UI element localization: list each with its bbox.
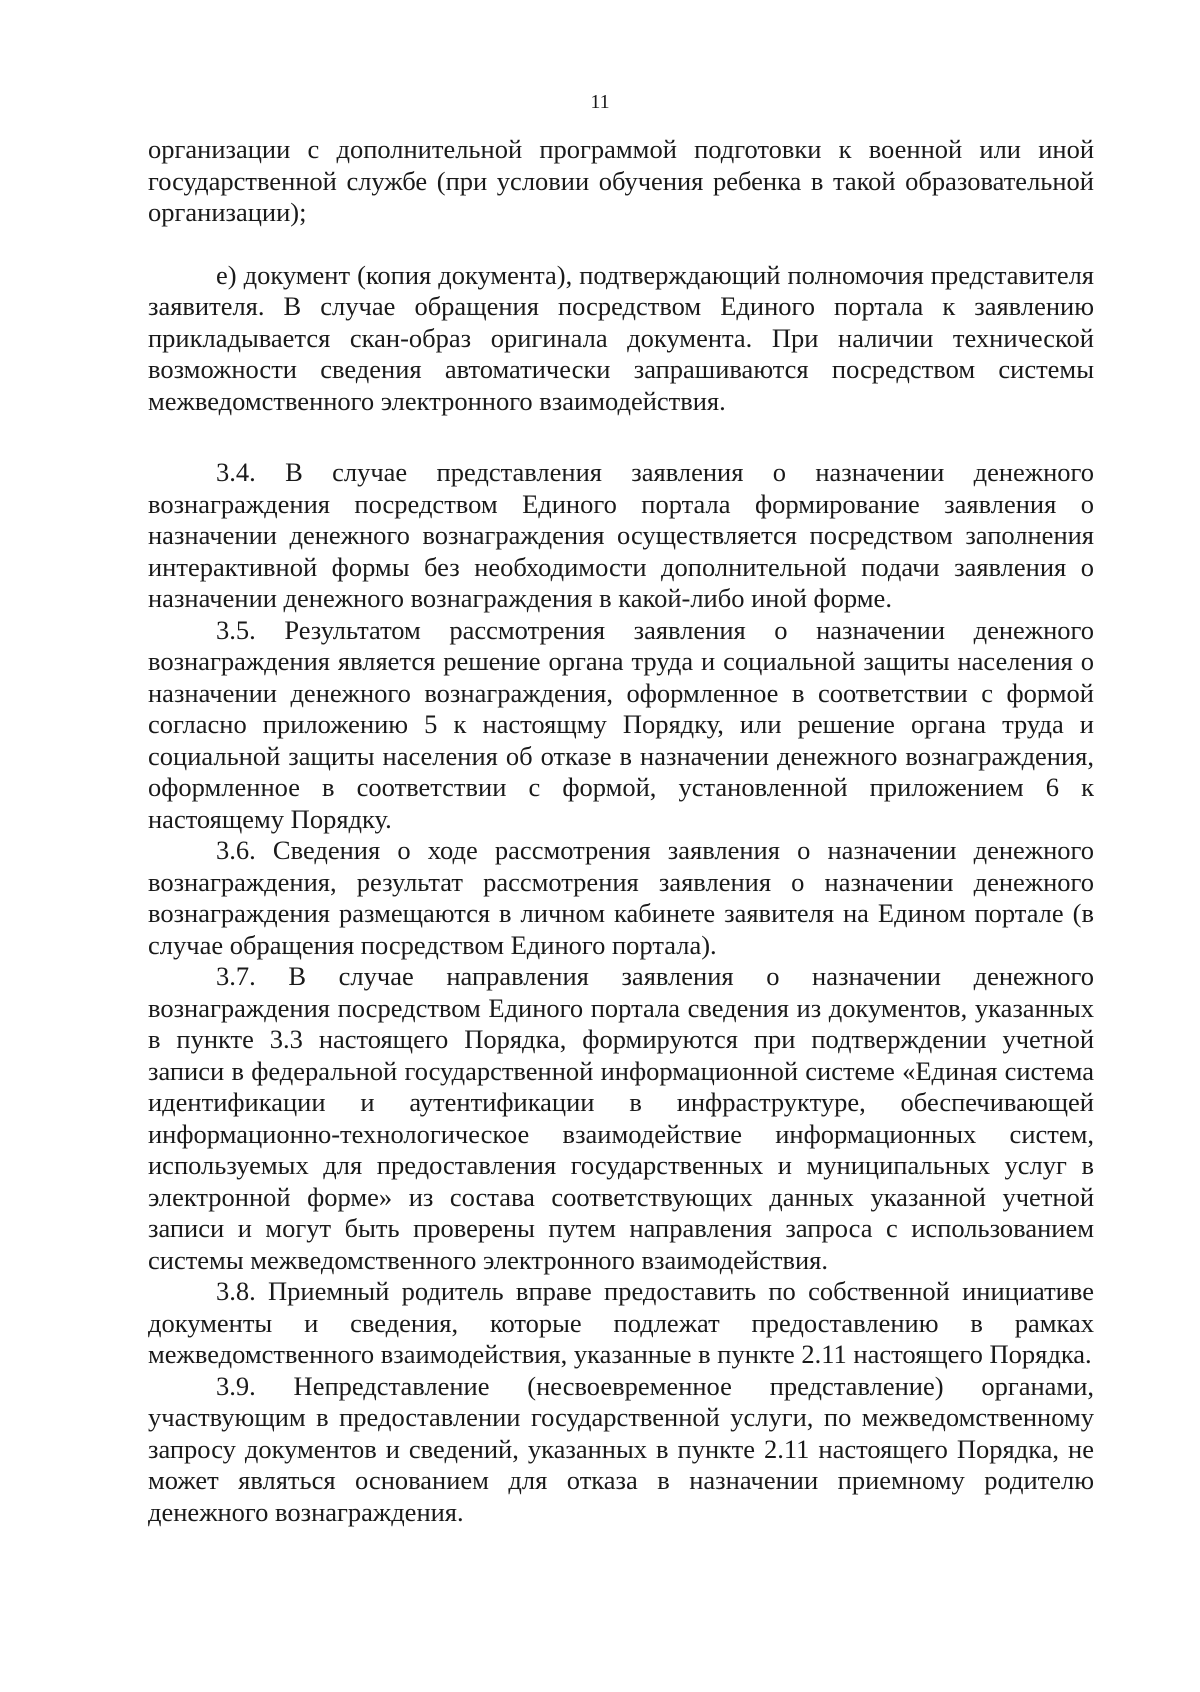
paragraph-continuation: организации с дополнительной программой подготовки к военной или иной государственной службе (при условии обучения ребенка в такой образовательной организации);	[148, 134, 1094, 227]
paragraph-3-7: 3.7. В случае направления заявления о назначении денежного вознаграждения посредством Единого портала сведения из документов, указанных в пункте 3.3 настоящего Порядка, формируются при подтверждении учетной записи в федеральной государственной информационной системе «Единая система идентификации и аутентификации в инфраструктуре, обеспечивающей информационно-технологическое взаимодействие информационных систем, используемых для предоставления государственных и муниципальных услуг в электронной форме» из состава соответствующих данных указанной учетной записи и могут быть проверены путем направления запроса с использованием системы межведомственного электронного взаимодействия.	[148, 961, 1094, 1275]
document-body	[148, 134, 1094, 1528]
paragraph-item-e: е) документ (копия документа), подтверждающий полномочия представителя заявителя. В случае обращения посредством Единого портала к заявлению прикладывается скан-образ оригинала документа. При наличии технической возможности сведения автоматически запрашиваются посредством системы межведомственного электронного взаимодействия.	[148, 259, 1094, 416]
page-number: 11	[590, 91, 610, 113]
paragraph-3-4: 3.4. В случае представления заявления о назначении денежного вознаграждения посредством Единого портала формирование заявления о назначении денежного вознаграждения осуществляется посредством заполнения интерактивной формы без необходимости дополнительной подачи заявления о назначении денежного вознаграждения в какой-либо иной форме.	[148, 457, 1094, 613]
paragraph-3-9: 3.9. Непредставление (несвоевременное представление) органами, участвующим в предоставлении государственной услуги, по межведомственному запросу документов и сведений, указанных в пункте 2.11 настоящего Порядка, не может являться основанием для отказа в назначении приемному родителю денежного вознаграждения.	[148, 1370, 1094, 1527]
paragraph-3-5: 3.5. Результатом рассмотрения заявления о назначении денежного вознаграждения является решение органа труда и социальной защиты населения о назначении денежного вознаграждения, оформленное в соответствии с формой согласно приложению 5 к настоящму Порядку, или решение органа труда и социальной защиты населения об отказе в назначении денежного вознаграждения, оформленное в соответствии с формой, установленной приложением 6 к настоящему Порядку.	[148, 614, 1094, 834]
paragraph-3-6: 3.6. Сведения о ходе рассмотрения заявления о назначении денежного вознаграждения, результат рассмотрения заявления о назначении денежного вознаграждения размещаются в личном кабинете заявителя на Едином портале (в случае обращения посредством Единого портала).	[148, 835, 1094, 960]
paragraph-3-8: 3.8. Приемный родитель вправе предоставить по собственной инициативе документы и сведения, которые подлежат предоставлению в рамках межведомственного взаимодействия, указанные в пункте 2.11 настоящего Порядка.	[148, 1276, 1094, 1369]
